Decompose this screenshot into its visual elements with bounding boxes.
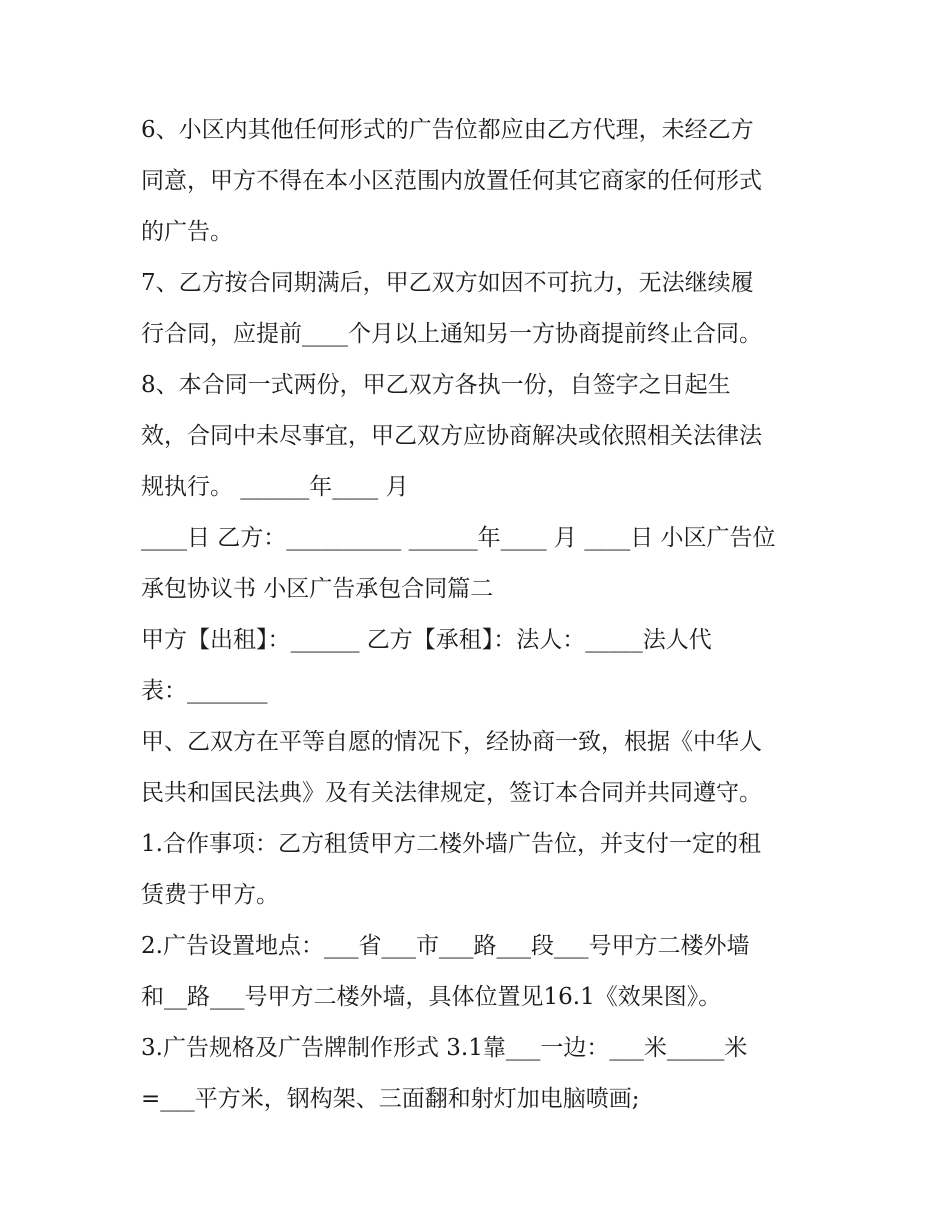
text-line-19: 3.广告规格及广告牌制作形式 3.1靠___一边：___米_____米 [141,1035,748,1061]
text-line-9: ____日 乙方：__________ ______年____ 月 ____日 小区广告位 [141,525,776,551]
text-line-5: 行合同，应提前____个月以上通知另一方协商提前终止合同。 [141,321,762,347]
text-line-7: 效，合同中未尽事宜，甲乙双方应协商解决或依照相关法律法 [141,423,762,449]
text-line-6: 8、本合同一式两份，甲乙双方各执一份，自签字之日起生 [141,372,731,398]
text-line-4: 7、乙方按合同期满后，甲乙双方如因不可抗力，无法继续履 [141,270,754,296]
document-page [141,105,821,1125]
text-line-18: 和__路___号甲方二楼外墙，具体位置见16.1《效果图》。 [141,984,722,1010]
text-line-12: 表：_______ [141,678,268,704]
text-line-2: 同意，甲方不得在本小区范围内放置任何其它商家的任何形式 [141,168,762,194]
text-line-16: 赁费于甲方。 [141,882,279,908]
text-line-11: 甲方【出租】：______ 乙方【承租】：法人：_____法人代 [141,627,712,653]
text-line-13: 甲、乙双方在平等自愿的情况下，经协商一致，根据《中华人 [141,729,762,755]
text-line-8: 规执行。 ______年____ 月 [141,474,409,500]
text-line-15: 1.合作事项：乙方租赁甲方二楼外墙广告位，并支付一定的租 [141,831,761,857]
text-line-10: 承包协议书 小区广告承包合同篇二 [141,576,494,602]
text-line-1: 6、小区内其他任何形式的广告位都应由乙方代理，未经乙方 [141,117,754,143]
text-line-3: 的广告。 [141,219,233,245]
text-line-17: 2.广告设置地点：___省___市___路___段___号甲方二楼外墙 [141,933,750,959]
text-line-20: =___平方米，钢构架、三面翻和射灯加电脑喷画; [141,1086,640,1112]
text-line-14: 民共和国民法典》及有关法律规定，签订本合同并共同遵守。 [141,780,762,806]
